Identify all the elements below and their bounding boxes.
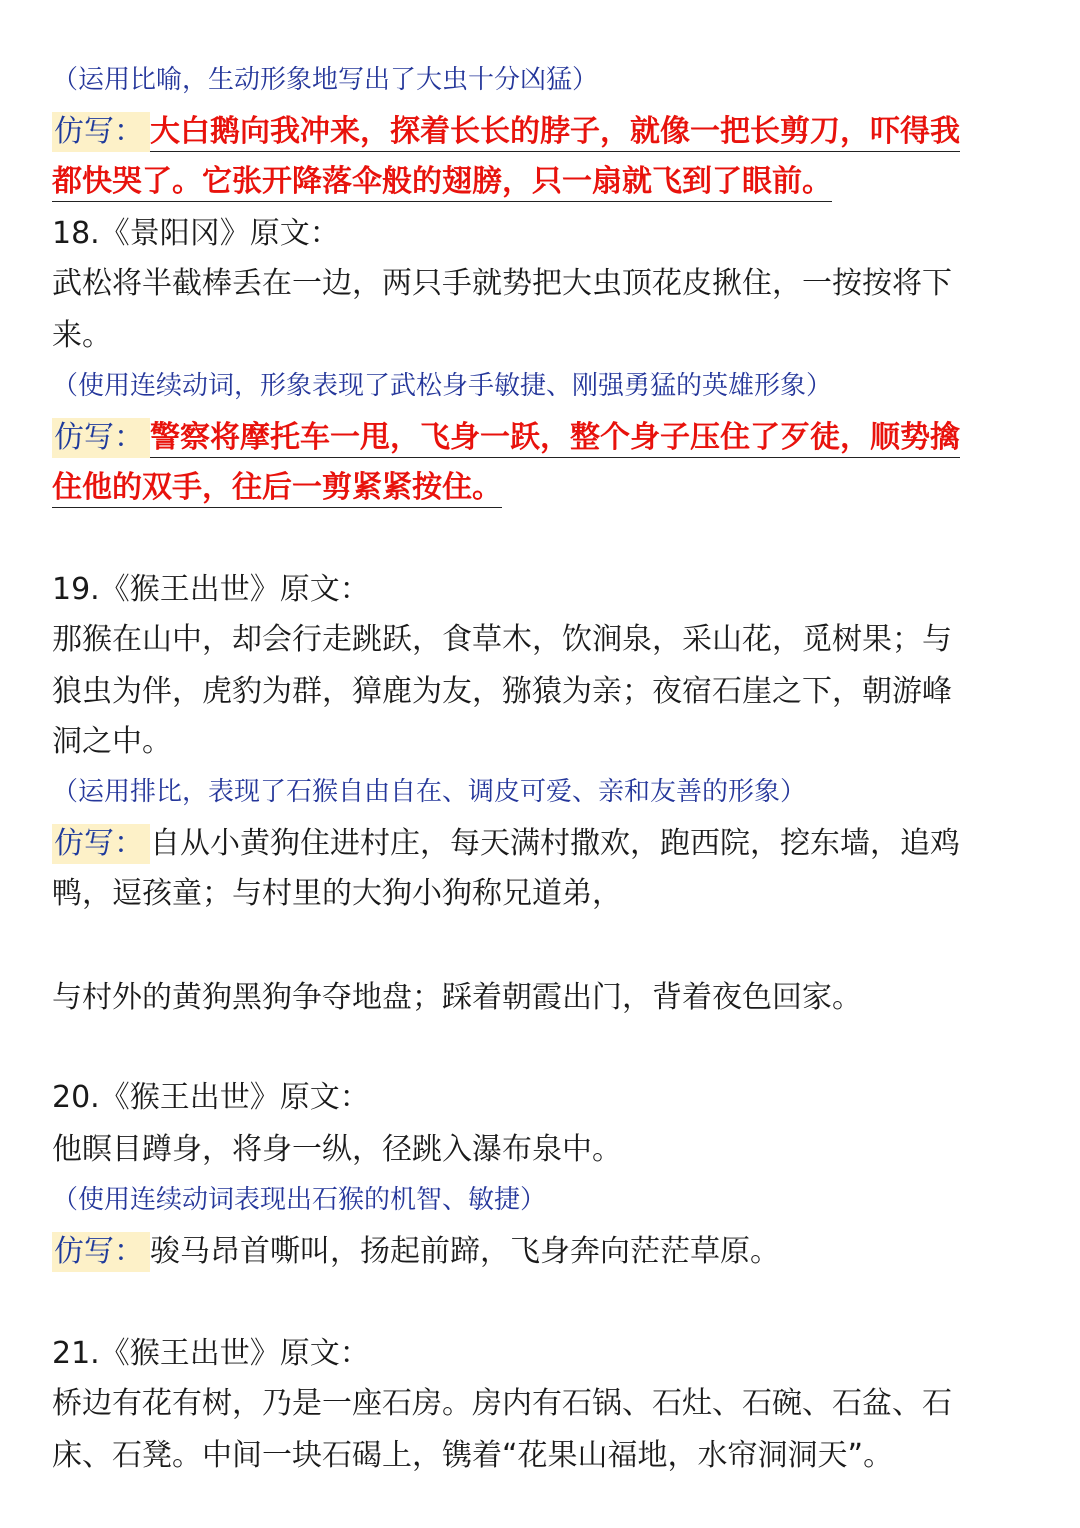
line-text: 洞之中。 bbox=[52, 724, 172, 759]
section-heading bbox=[52, 570, 1032, 610]
annotation-text: （运用排比，表现了石猴自由自在、调皮可爱、亲和友善的形象） bbox=[52, 777, 807, 807]
imitation-label: 仿写： bbox=[52, 824, 150, 864]
body-text bbox=[52, 264, 1032, 304]
section-heading bbox=[52, 1078, 1032, 1118]
imitation-line bbox=[52, 1232, 1032, 1272]
line-text: 武松将半截棒丢在一边，两只手就势把大虫顶花皮揪住，一按按将下 bbox=[52, 266, 952, 301]
annotation-note bbox=[52, 368, 1032, 404]
body-text bbox=[52, 1436, 1032, 1476]
line-text: 床、石凳。中间一块石碣上，镌着“花果山福地，水帘洞洞天”。 bbox=[52, 1438, 894, 1473]
imitation-text: 都快哭了。它张开降落伞般的翅膀，只一扇就飞到了眼前。 bbox=[52, 164, 832, 202]
imitation-label: 仿写： bbox=[52, 418, 150, 458]
imitation-text: 住他的双手，往后一剪紧紧按住。 bbox=[52, 470, 502, 508]
imitation-text: 骏马昂首嘶叫，扬起前蹄，飞身奔向茫茫草原。 bbox=[150, 1234, 780, 1269]
line-text: 与村外的黄狗黑狗争夺地盘；踩着朝霞出门，背着夜色回家。 bbox=[52, 980, 862, 1015]
body-text bbox=[52, 620, 1032, 660]
body-text bbox=[52, 1384, 1032, 1424]
line-text: 那猴在山中，却会行走跳跃，食草木，饮涧泉，采山花，觅树果；与 bbox=[52, 622, 952, 657]
body-text bbox=[52, 978, 1032, 1018]
imitation-line bbox=[52, 418, 1032, 458]
imitation-text: 自从小黄狗住进村庄，每天满村撒欢，跑西院，挖东墙，追鸡 bbox=[150, 826, 960, 861]
imitation-line bbox=[52, 824, 1032, 864]
line-text: 19.《猴王出世》原文： bbox=[52, 572, 370, 607]
section-heading bbox=[52, 1334, 1032, 1374]
line-text: 21.《猴王出世》原文： bbox=[52, 1336, 370, 1371]
body-text bbox=[52, 874, 1032, 914]
body-text bbox=[52, 316, 1032, 356]
line-text: 他瞑目蹲身，将身一纵，径跳入瀑布泉中。 bbox=[52, 1132, 622, 1167]
line-text: 18.《景阳冈》原文： bbox=[52, 216, 340, 251]
body-text bbox=[52, 672, 1032, 712]
imitation-text: 警察将摩托车一甩，飞身一跃，整个身子压住了歹徒，顺势擒 bbox=[150, 420, 960, 458]
annotation-text: （使用连续动词表现出石猴的机智、敏捷） bbox=[52, 1185, 547, 1215]
body-text bbox=[52, 1130, 1032, 1170]
imitation-line bbox=[52, 468, 1032, 508]
line-text: 来。 bbox=[52, 318, 112, 353]
imitation-text: 大白鹅向我冲来，探着长长的脖子，就像一把长剪刀，吓得我 bbox=[150, 114, 960, 152]
section-heading bbox=[52, 214, 1032, 254]
line-text: 20.《猴王出世》原文： bbox=[52, 1080, 370, 1115]
imitation-line bbox=[52, 112, 1032, 152]
annotation-text: （运用比喻，生动形象地写出了大虫十分凶猛） bbox=[52, 65, 599, 95]
body-text bbox=[52, 722, 1032, 762]
imitation-label: 仿写： bbox=[52, 1232, 150, 1272]
annotation-note bbox=[52, 774, 1032, 810]
line-text: 鸭，逗孩童；与村里的大狗小狗称兄道弟， bbox=[52, 876, 622, 911]
imitation-line bbox=[52, 162, 1032, 202]
imitation-label: 仿写： bbox=[52, 112, 150, 152]
annotation-note bbox=[52, 1182, 1032, 1218]
line-text: 狼虫为伴，虎豹为群，獐鹿为友，猕猿为亲；夜宿石崖之下，朝游峰 bbox=[52, 674, 952, 709]
annotation-note bbox=[52, 62, 1032, 98]
line-text: 桥边有花有树，乃是一座石房。房内有石锅、石灶、石碗、石盆、石 bbox=[52, 1386, 952, 1421]
annotation-text: （使用连续动词，形象表现了武松身手敏捷、刚强勇猛的英雄形象） bbox=[52, 371, 833, 401]
